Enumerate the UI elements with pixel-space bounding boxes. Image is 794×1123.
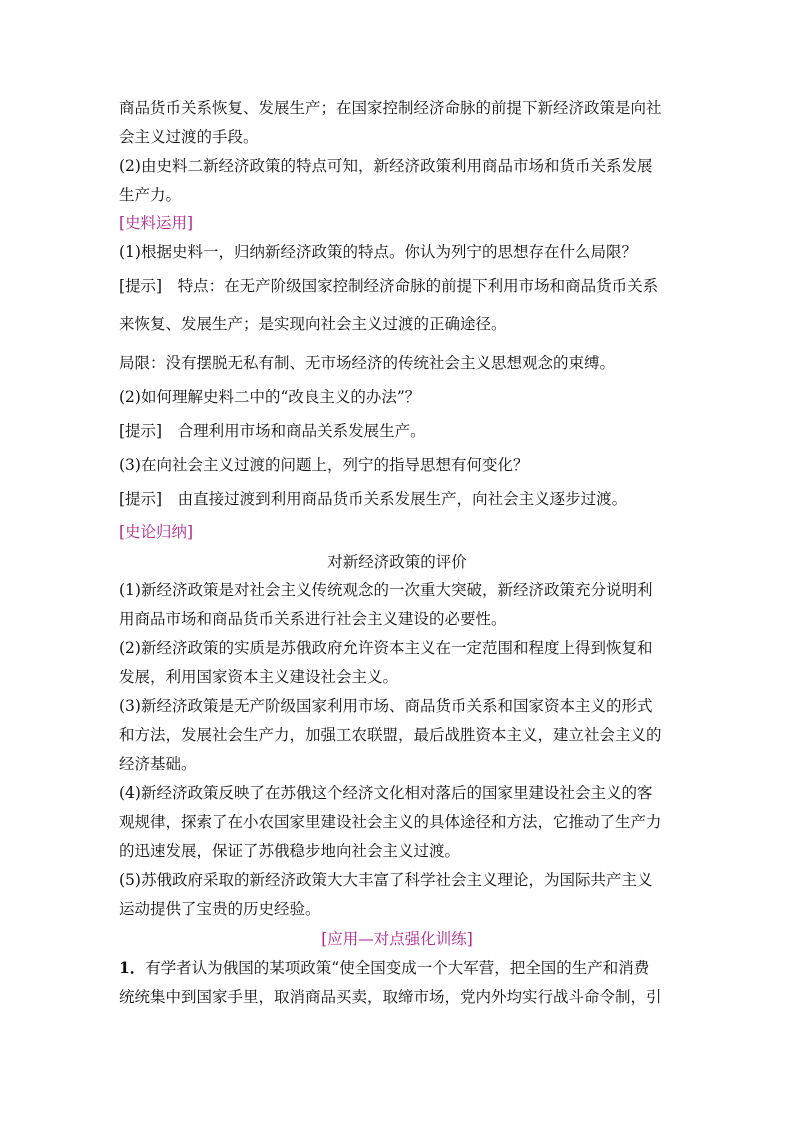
paragraph-line: 发展，利用国家资本主义建设社会主义。 [119, 668, 399, 686]
paragraph-line: 和方法，发展社会生产力，加强工农联盟，最后战胜资本主义，建立社会主义的 [119, 726, 662, 744]
section-heading-sources: [史料运用] [119, 214, 194, 232]
question-number: 1． [119, 958, 146, 977]
question-line [119, 958, 649, 978]
hint-line: [提示] 特点：在无产阶级国家控制经济命脉的前提下利用市场和商品货币关系 [119, 277, 659, 295]
hint-line: 局限：没有摆脱无私有制、无市场经济的传统社会主义思想观念的束缚。 [119, 354, 616, 372]
paragraph-line: (2)新经济政策的实质是苏俄政府允许资本主义在一定范围和程度上得到恢复和 [119, 639, 653, 657]
paragraph-line: (3)新经济政策是无产阶级国家利用市场、商品货币关系和国家资本主义的形式 [119, 697, 653, 715]
summary-title: 对新经济政策的评价 [327, 553, 467, 571]
paragraph-line: 观规律，探索了在小农国家里建设社会主义的具体途径和方法，它推动了生产力 [119, 813, 662, 831]
paragraph-line: (5)苏俄政府采取的新经济政策大大丰富了科学社会主义理论，为国际共产主义 [119, 871, 653, 889]
question-text: 有学者认为俄国的某项政策“使全国变成一个大军营，把全国的生产和消费 [145, 959, 650, 977]
hint-line: [提示] 由直接过渡到利用商品货币关系发展生产，向社会主义逐步过渡。 [119, 490, 628, 508]
question-line: (2)如何理解史料二中的“改良主义的办法”？ [119, 388, 421, 406]
paragraph-line: 生产力。 [119, 186, 182, 204]
section-heading-summary: [史论归纳] [119, 523, 194, 541]
section-heading-practice: [应用—对点强化训练] [321, 930, 473, 948]
question-line: (3)在向社会主义过渡的问题上，列宁的指导思想有何变化？ [119, 456, 529, 474]
paragraph-line: 用商品市场和商品货币关系进行社会主义建设的必要性。 [119, 610, 507, 628]
paragraph-line: (1)新经济政策是对社会主义传统观念的一次重大突破，新经济政策充分说明利 [119, 581, 653, 599]
paragraph-line: 运动提供了宝贵的历史经验。 [119, 900, 321, 918]
paragraph-line: 经济基础。 [119, 755, 197, 773]
paragraph-line: 商品货币关系恢复、发展生产；在国家控制经济命脉的前提下新经济政策是向社 [119, 99, 662, 117]
paragraph-line: (2)由史料二新经济政策的特点可知，新经济政策利用商品市场和货币关系发展 [119, 157, 653, 175]
paragraph-line: 会主义过渡的手段。 [119, 128, 259, 146]
hint-line: 来恢复、发展生产；是实现向社会主义过渡的正确途径。 [119, 315, 507, 333]
paragraph-line: (4)新经济政策反映了在苏俄这个经济文化相对落后的国家里建设社会主义的客 [119, 784, 653, 802]
question-line: (1)根据史料一，归纳新经济政策的特点。你认为列宁的思想存在什么局限？ [119, 243, 637, 261]
hint-line: [提示] 合理利用市场和商品关系发展生产。 [119, 422, 426, 440]
paragraph-line: 的迅速发展，保证了苏俄稳步地向社会主义过渡。 [119, 842, 461, 860]
question-line: 统统集中到国家手里，取消商品买卖，取缔市场，党内外均实行战斗命令制，引 [119, 988, 662, 1006]
